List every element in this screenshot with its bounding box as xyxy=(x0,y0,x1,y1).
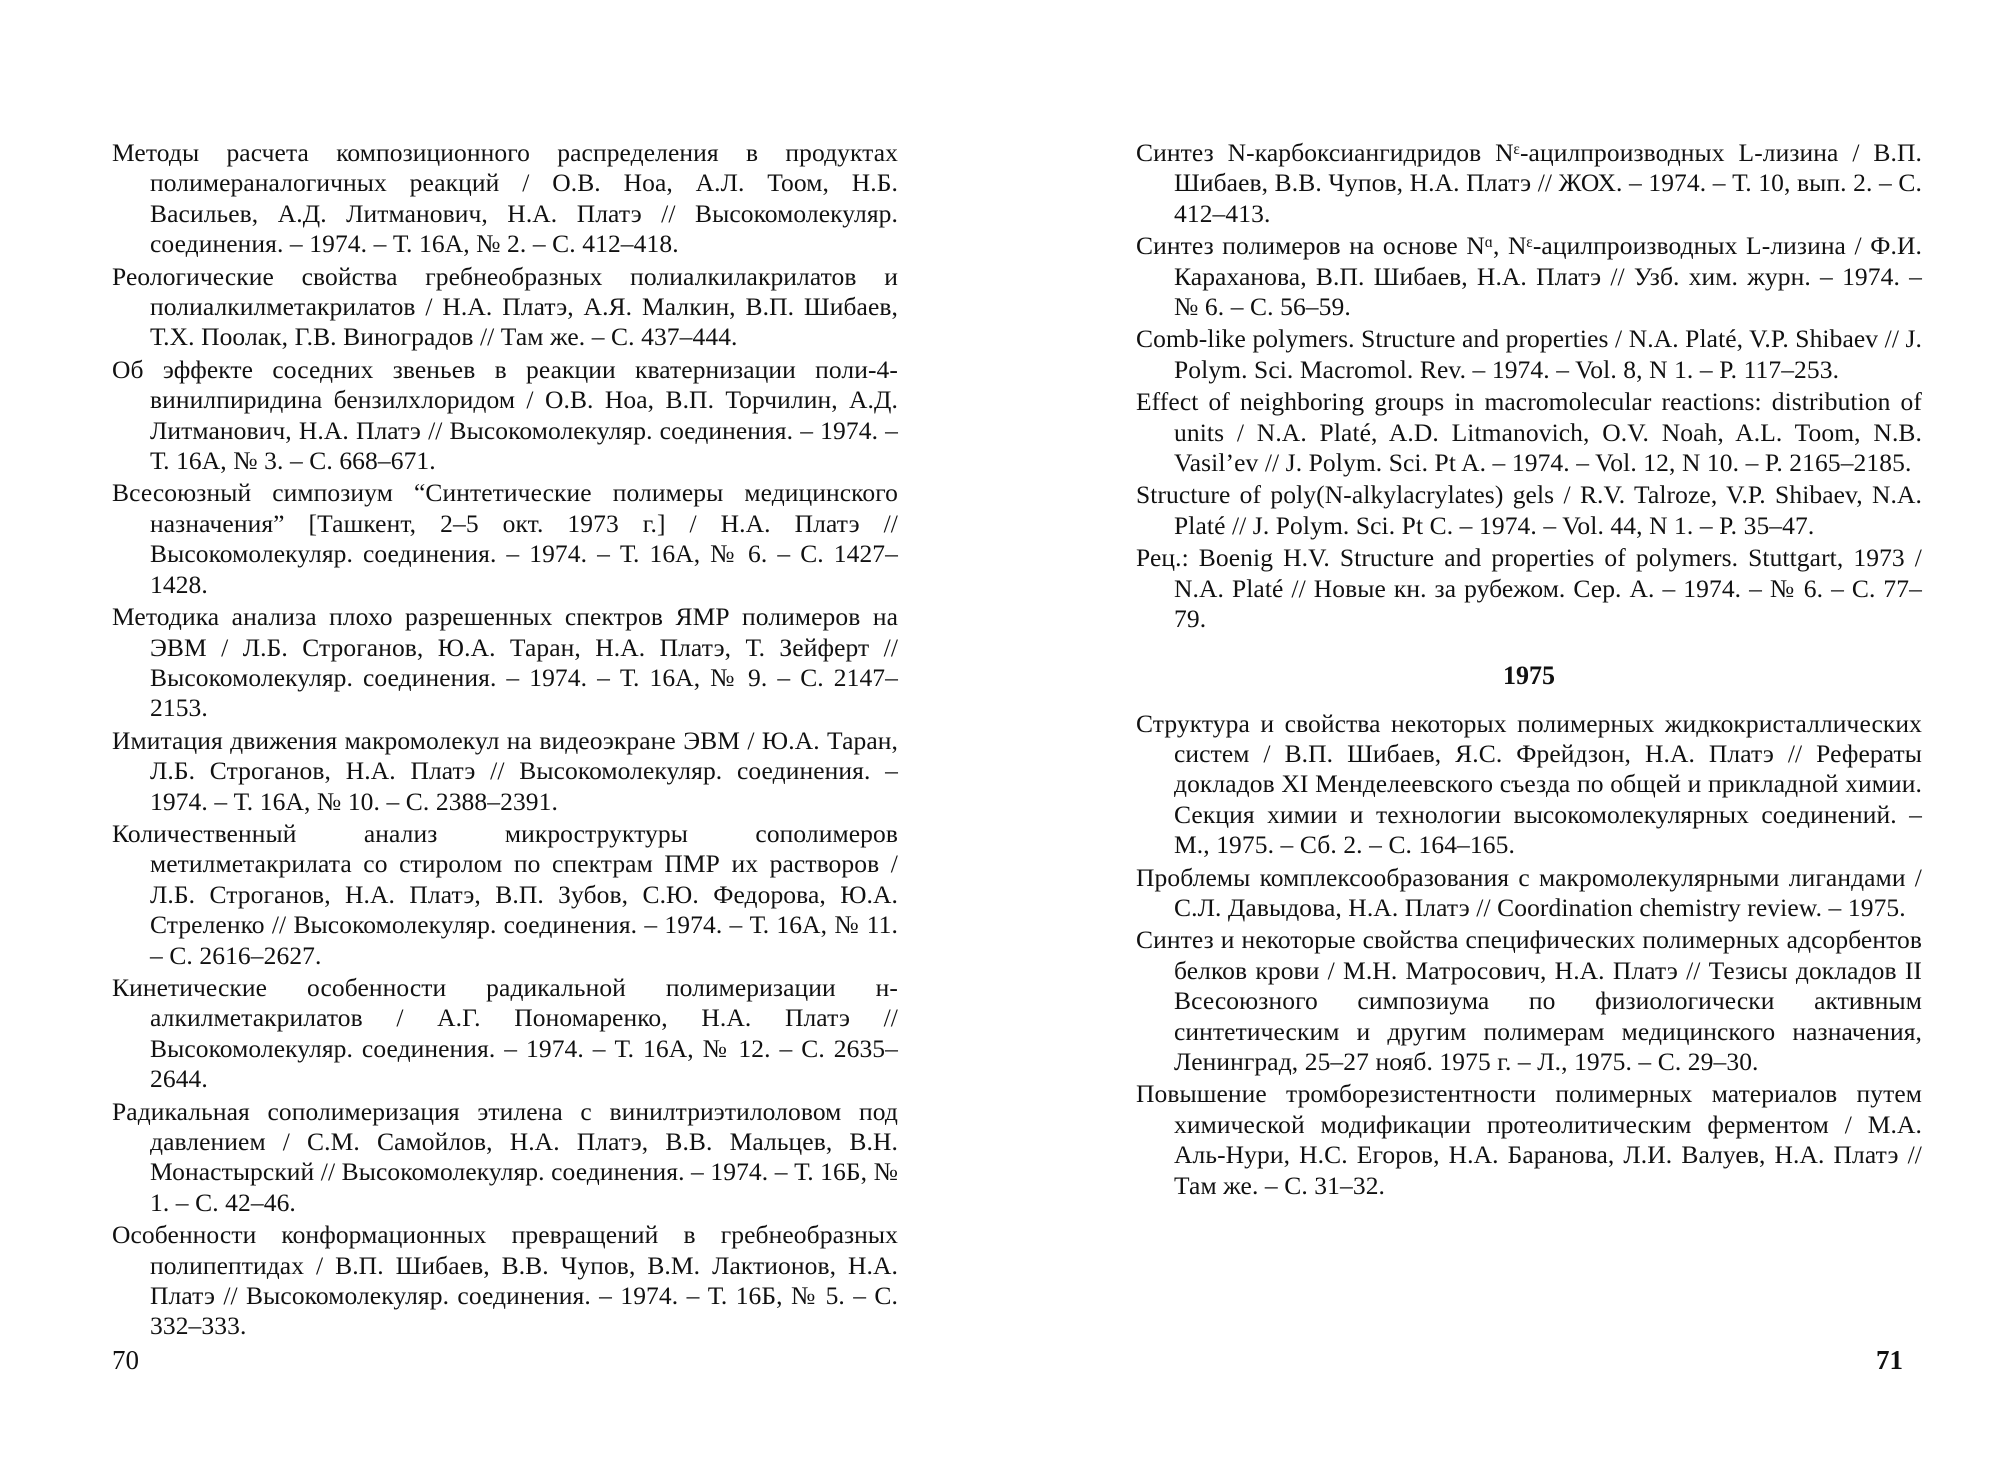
bibliography-entry: Effect of neighboring groups in macromolecular reactions: distribution of units / N.A. Platé, A.D. Litmanovich, O.V. Noah, A.L. Toom, N.B. Vasil’ev // J. Polym. Sci. Pt A. – 1974. – Vol. 12, N 10. – P. 2165–2185. xyxy=(1136,387,1922,478)
right-page xyxy=(1000,0,2000,1457)
bibliography-entry: Количественный анализ микроструктуры сополимеров метилметакрилата со стиролом по спектрам ПМР их растворов / Л.Б. Строганов, Н.А. Платэ, В.П. Зубов, С.Ю. Федорова, Ю.А. Стреленко // Высокомолекуляр. соединения. – 1974. – Т. 16А, № 11. – С. 2616–2627. xyxy=(112,818,898,970)
bibliography-entry: Радикальная сополимеризация этилена с винилтриэтилоловом под давлением / С.М. Самойлов, Н.А. Платэ, В.В. Мальцев, В.Н. Монастырский // Высокомолекуляр. соединения. – 1974. – Т. 16Б, № 1. – С. 42–46. xyxy=(112,1096,898,1217)
left-bibliography-column xyxy=(112,138,898,1344)
bibliography-entry: Имитация движения макромолекул на видеоэкране ЭВМ / Ю.А. Таран, Л.Б. Строганов, Н.А. Платэ // Высокомолекуляр. соединения. – 1974. – Т. 16А, № 10. – С. 2388–2391. xyxy=(112,725,898,816)
bibliography-entry: Comb-like polymers. Structure and properties / N.A. Platé, V.P. Shibaev // J. Polym. Sci. Macromol. Rev. – 1974. – Vol. 8, N 1. – P. 117–253. xyxy=(1136,324,1922,384)
bibliography-entry: Синтез N-карбоксиангидридов Nᵋ-ацилпроизводных L-лизина / В.П. Шибаев, В.В. Чупов, Н.А. Платэ // ЖОХ. – 1974. – Т. 10, вып. 2. – С. 412–413. xyxy=(1136,138,1922,228)
year-heading: 1975 xyxy=(1503,660,1555,690)
bibliography-entry: Синтез полимеров на основе Nᵅ, Nᵋ-ацилпроизводных L-лизина / Ф.И. Караханова, В.П. Шибаев, Н.А. Платэ // Узб. хим. журн. – 1974. – № 6. – С. 56–59. xyxy=(1136,231,1922,322)
bibliography-entry: Методы расчета композиционного распределения в продуктах полимераналогичных реакций / О.В. Ноа, А.Л. Тоом, Н.Б. Васильев, А.Д. Литманович, Н.А. Платэ // Высокомолекуляр. соединения. – 1974. – Т. 16А, № 2. – С. 412–418. xyxy=(112,138,898,259)
right-bibliography-column xyxy=(1136,138,1922,1203)
bibliography-entry: Рец.: Boenig H.V. Structure and properties of polymers. Stuttgart, 1973 / N.A. Platé // Новые кн. за рубежом. Сер. А. – 1974. – № 6. – С. 77–79. xyxy=(1136,543,1922,634)
bibliography-entry: Проблемы комплексообразования с макромолекулярными лигандами / С.Л. Давыдова, Н.А. Платэ // Coordination chemistry review. – 1975. xyxy=(1136,862,1922,922)
bibliography-entry: Методика анализа плохо разрешенных спектров ЯМР полимеров на ЭВМ / Л.Б. Строганов, Ю.А. Таран, Н.А. Платэ, Т. Зейферт // Высокомолекуляр. соединения. – 1974. – Т. 16А, № 9. – С. 2147–2153. xyxy=(112,602,898,723)
bibliography-entry: Синтез и некоторые свойства специфических полимерных адсорбентов белков крови / М.Н. Матросович, Н.А. Платэ // Тезисы докладов II Всесоюзного симпозиума по физиологически активным синтетическим и другим полимерам медицинского назначения, Ленинград, 25–27 нояб. 1975 г. – Л., 1975. – С. 29–30. xyxy=(1136,925,1922,1076)
bibliography-entry: Реологические свойства гребнеобразных полиалкилакрилатов и полиалкилметакрилатов / Н.А. Платэ, А.Я. Малкин, В.П. Шибаев, Т.Х. Поолак, Г.В. Виноградов // Там же. – С. 437–444. xyxy=(112,261,898,352)
bibliography-entry: Об эффекте соседних звеньев в реакции кватернизации поли-4-винилпиридина бензилхлоридом / О.В. Ноа, В.П. Торчилин, А.Д. Литманович, Н.А. Платэ // Высокомолекуляр. соединения. – 1974. – Т. 16А, № 3. – С. 668–671. xyxy=(112,354,898,476)
bibliography-entry: Кинетические особенности радикальной полимеризации н-алкилметакрилатов / А.Г. Пономаренко, Н.А. Платэ // Высокомолекуляр. соединения. – 1974. – Т. 16А, № 12. – С. 2635–2644. xyxy=(112,972,898,1094)
bibliography-entry: Особенности конформационных превращений в гребнеобразных полипептидах / В.П. Шибаев, В.В. Чупов, В.М. Лактионов, Н.А. Платэ // Высокомолекуляр. соединения. – 1974. – Т. 16Б, № 5. – С. 332–333. xyxy=(112,1220,898,1341)
bibliography-entry: Structure of poly(N-alkylacrylates) gels / R.V. Talroze, V.P. Shibaev, N.A. Platé // J. Polym. Sci. Pt C. – 1974. – Vol. 44, N 1. – P. 35–47. xyxy=(1136,480,1922,540)
bibliography-entry: Всесоюзный симпозиум “Синтетические полимеры медицинского назначения” [Ташкент, 2–5 окт. 1973 г.] / Н.А. Платэ // Высокомолекуляр. соединения. – 1974. – Т. 16А, № 6. – С. 1427–1428. xyxy=(112,478,898,599)
bibliography-entry: Структура и свойства некоторых полимерных жидкокристаллических систем / В.П. Шибаев, Я.С. Фрейдзон, Н.А. Платэ // Рефераты докладов XI Менделеевского съезда по общей и прикладной химии. Секция химии и технологии высокомолекулярных соединений. – М., 1975. – Сб. 2. – С. 164–165. xyxy=(1136,708,1922,860)
page-number: 71 xyxy=(1876,1345,1903,1375)
page-number: 70 xyxy=(112,1345,139,1375)
bibliography-entry: Повышение тромборезистентности полимерных материалов путем химической модификации протеолитическим ферментом / М.А. Аль-Нури, Н.С. Егоров, Н.А. Баранова, Л.И. Валуев, Н.А. Платэ // Там же. – С. 31–32. xyxy=(1136,1079,1922,1200)
